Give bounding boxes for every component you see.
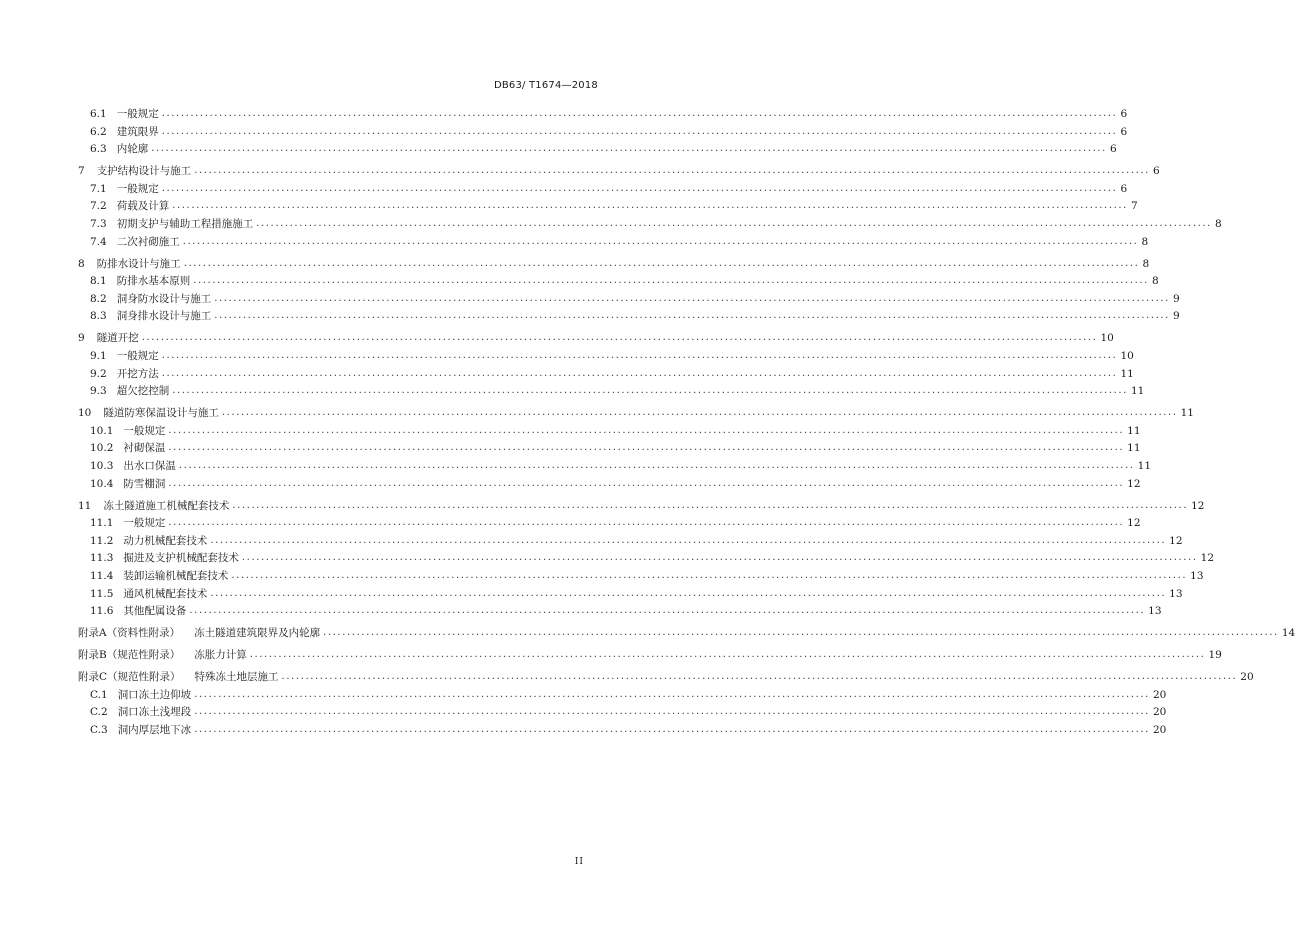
dot-leader: ........................................................................................................................................................................................................ (323, 627, 1279, 639)
toc-title: 洞身排水设计与施工 (116, 310, 212, 323)
toc-number: 11.5 (90, 587, 114, 600)
toc-title: 初期支护与辅助工程措施施工 (116, 218, 254, 230)
dot-leader: ........................................................................................................................................................................................................ (194, 706, 1150, 718)
toc-title: 冻胀力计算 (194, 649, 247, 662)
toc-entry[interactable] (90, 348, 1134, 364)
dot-leader: ........................................................................................................................................................................................................ (249, 649, 1206, 661)
toc-title: 超欠挖控制 (116, 385, 170, 398)
dot-leader: ........................................................................................................................................................................................................ (214, 292, 1170, 304)
dot-leader: ........................................................................................................................................................................................................ (183, 257, 1140, 269)
toc-title: 二次衬砌施工 (116, 235, 180, 248)
toc-entry[interactable] (90, 181, 1128, 197)
toc-number: 8.2 (90, 292, 107, 305)
toc-title: 冻土隧道建筑限界及内轮廓 (194, 627, 321, 640)
toc-page-number: 20 (1240, 671, 1254, 684)
dot-leader: ........................................................................................................................................................................................................ (231, 570, 1188, 581)
dot-leader: ........................................................................................................................................................................................................ (161, 108, 1118, 119)
toc-title: 衬砌保温 (123, 442, 166, 455)
toc-title: 一般规定 (116, 108, 159, 120)
toc-page-number: 13 (1148, 605, 1162, 618)
page-number: II (574, 857, 584, 867)
toc-title: 荷载及计算 (116, 200, 170, 213)
toc-title: 其他配属设备 (123, 605, 187, 618)
toc-entry[interactable] (90, 273, 1159, 289)
toc-entry[interactable] (90, 291, 1180, 307)
toc-entry[interactable] (78, 647, 1222, 663)
toc-number: 10 (78, 407, 92, 420)
toc-number: 8.3 (90, 310, 107, 323)
toc-title: 防排水设计与施工 (96, 257, 181, 270)
toc-entry[interactable] (90, 308, 1180, 324)
toc-title: 隧道开挖 (96, 332, 139, 345)
toc-number: C.2 (90, 706, 108, 719)
toc-page-number: 11 (1137, 460, 1152, 472)
toc-number: 6.1 (90, 108, 107, 120)
toc-page-number: 11 (1127, 442, 1141, 455)
toc-number: 11.1 (90, 517, 114, 530)
toc-title: 洞身防水设计与施工 (116, 292, 212, 305)
toc-title: 开挖方法 (116, 367, 159, 380)
toc-page-number: 11 (1180, 407, 1194, 420)
toc-entry[interactable] (90, 568, 1204, 584)
toc-title: 特殊冻土地层施工 (194, 671, 279, 684)
dot-leader: ........................................................................................................................................................................................................ (161, 125, 1118, 137)
toc-title: 隧道防寒保温设计与施工 (103, 407, 219, 420)
toc-title: 掘进及支护机械配套技术 (123, 552, 239, 565)
toc-number: 11.2 (90, 534, 114, 547)
toc-title: 装卸运输机械配套技术 (123, 570, 229, 582)
dot-leader: ........................................................................................................................................................................................................ (141, 332, 1098, 344)
toc-number: 附录A（资料性附录） (78, 627, 181, 640)
dot-leader: ........................................................................................................................................................................................................ (241, 552, 1198, 564)
toc-page-number: 20 (1152, 724, 1167, 736)
toc-title: 洞口冻土边仰坡 (117, 688, 192, 701)
dot-leader: ........................................................................................................................................................................................................ (161, 367, 1118, 379)
dot-leader: ........................................................................................................................................................................................................ (182, 235, 1139, 247)
dot-leader: ........................................................................................................................................................................................................ (194, 724, 1150, 735)
toc-title: 内轮廓 (116, 143, 149, 156)
toc-page-number: 6 (1120, 108, 1128, 120)
toc-title: 洞内厚层地下冰 (117, 724, 192, 736)
toc-entry[interactable] (90, 383, 1145, 399)
dot-leader: ........................................................................................................................................................................................................ (172, 385, 1128, 397)
toc-number: 8 (78, 257, 85, 270)
dot-leader: ........................................................................................................................................................................................................ (168, 477, 1125, 489)
dot-leader: ........................................................................................................................................................................................................ (168, 442, 1125, 454)
toc-title: 一般规定 (116, 182, 159, 195)
toc-title: 洞口冻土浅埋段 (117, 706, 192, 719)
toc-entry[interactable] (78, 405, 1194, 421)
toc-number: 附录B（规范性附录） (78, 649, 181, 662)
toc-entry[interactable] (90, 234, 1149, 250)
toc-number: 9 (78, 332, 85, 345)
toc-title: 防排水基本原则 (116, 275, 191, 288)
toc-title: 动力机械配套技术 (123, 534, 208, 547)
toc-entry[interactable] (90, 586, 1183, 602)
toc-number: 附录C（规范性附录） (78, 671, 181, 684)
dot-leader: ........................................................................................................................................................................................................ (193, 275, 1149, 287)
toc-number: 7.1 (90, 182, 107, 195)
toc-page-number: 12 (1127, 517, 1141, 530)
toc-number: 8.1 (90, 275, 107, 288)
toc-number: 11.4 (90, 570, 114, 582)
toc-title: 一般规定 (123, 517, 166, 530)
toc-entry[interactable] (90, 533, 1183, 549)
toc-entry[interactable] (90, 458, 1152, 474)
toc-title: 通风机械配套技术 (123, 587, 208, 600)
toc-entry[interactable] (90, 423, 1141, 439)
toc-title: 一般规定 (123, 424, 166, 437)
toc-page-number: 11 (1120, 367, 1134, 380)
toc-page-number: 6 (1152, 165, 1160, 178)
dot-leader: ........................................................................................................................................................................................................ (161, 350, 1118, 361)
toc-page-number: 19 (1208, 649, 1222, 662)
toc-page-number: 8 (1214, 218, 1222, 230)
toc-entry[interactable] (78, 330, 1114, 346)
toc-entry[interactable] (90, 603, 1162, 619)
toc-entry[interactable] (90, 722, 1167, 738)
dot-leader: ........................................................................................................................................................................................................ (161, 182, 1118, 194)
toc-page-number: 8 (1142, 257, 1150, 270)
toc-number: 10.4 (90, 477, 114, 490)
toc-number: 9.2 (90, 367, 107, 380)
dot-leader: ........................................................................................................................................................................................................ (151, 143, 1107, 155)
toc-entry[interactable] (90, 440, 1141, 456)
toc-entry[interactable] (90, 476, 1141, 492)
dot-leader: ........................................................................................................................................................................................................ (189, 605, 1146, 617)
toc-number: 7.2 (90, 200, 107, 213)
toc-entry[interactable] (90, 106, 1128, 122)
toc-page-number: 6 (1120, 182, 1128, 195)
dot-leader: ........................................................................................................................................................................................................ (178, 460, 1135, 471)
toc-number: 6.3 (90, 143, 107, 156)
toc-page-number: 6 (1109, 143, 1117, 156)
toc-title: 冻土隧道施工机械配套技术 (103, 499, 230, 512)
dot-leader: ........................................................................................................................................................................................................ (210, 587, 1167, 599)
dot-leader: ........................................................................................................................................................................................................ (168, 424, 1125, 436)
dot-leader: ........................................................................................................................................................................................................ (168, 517, 1125, 529)
toc-entry[interactable] (90, 550, 1215, 566)
toc-page-number: 8 (1151, 275, 1159, 288)
toc-title: 出水口保温 (123, 460, 176, 472)
dot-leader: ........................................................................................................................................................................................................ (281, 671, 1238, 683)
toc-page-number: 11 (1127, 424, 1141, 437)
toc-page-number: 9 (1172, 310, 1180, 323)
toc-number: 11 (78, 499, 92, 512)
toc-entry[interactable] (78, 256, 1150, 272)
dot-leader: ........................................................................................................................................................................................................ (256, 218, 1212, 229)
toc-title: 建筑限界 (116, 125, 159, 138)
toc-entry[interactable] (90, 124, 1128, 140)
toc-page-number: 9 (1172, 292, 1180, 305)
toc-number: 10.3 (90, 460, 114, 472)
toc-title: 支护结构设计与施工 (96, 165, 192, 178)
toc-entry[interactable] (90, 198, 1138, 214)
toc-number: 7.4 (90, 235, 107, 248)
toc-number: 6.2 (90, 125, 107, 138)
toc-entry[interactable] (90, 515, 1141, 531)
toc-page-number: 12 (1200, 552, 1215, 565)
toc-page-number: 12 (1169, 534, 1183, 547)
toc-page-number: 6 (1120, 125, 1128, 138)
toc-number: 9.3 (90, 385, 107, 398)
toc-page-number: 8 (1141, 235, 1149, 248)
toc-page-number: 13 (1169, 587, 1183, 600)
dot-leader: ........................................................................................................................................................................................................ (214, 310, 1170, 322)
toc-entry[interactable] (90, 687, 1167, 703)
dot-leader: ........................................................................................................................................................................................................ (210, 534, 1167, 546)
dot-leader: ........................................................................................................................................................................................................ (221, 407, 1178, 419)
dot-leader: ........................................................................................................................................................................................................ (194, 688, 1150, 700)
toc-page-number: 10 (1100, 332, 1114, 345)
toc-number: 10.2 (90, 442, 114, 455)
toc-page-number: 10 (1120, 350, 1134, 362)
toc-number: 11.3 (90, 552, 114, 565)
toc-page-number: 12 (1127, 477, 1141, 490)
toc-page-number: 7 (1130, 200, 1138, 213)
toc-page-number: 20 (1152, 706, 1167, 719)
toc-title: 防雪棚洞 (123, 477, 166, 490)
toc-entry[interactable] (78, 498, 1205, 514)
toc-number: 11.6 (90, 605, 114, 618)
toc-number: 7.3 (90, 218, 107, 230)
toc-page-number: 13 (1190, 570, 1204, 582)
toc-page-number: 11 (1130, 385, 1145, 398)
toc-number: 7 (78, 165, 85, 178)
toc-number: 10.1 (90, 424, 114, 437)
document-id: DB63/ T1674—2018 (493, 80, 598, 91)
dot-leader: ........................................................................................................................................................................................................ (232, 499, 1189, 511)
dot-leader: ........................................................................................................................................................................................................ (194, 165, 1150, 177)
toc-page-number: 14 (1281, 627, 1295, 640)
toc-number: C.1 (90, 688, 108, 701)
toc-title: 一般规定 (116, 350, 159, 362)
dot-leader: ........................................................................................................................................................................................................ (172, 200, 1128, 212)
toc-entry[interactable] (78, 625, 1295, 641)
toc-entry[interactable] (90, 366, 1134, 382)
toc-entry[interactable] (78, 669, 1254, 685)
toc-entry[interactable] (90, 704, 1167, 720)
toc-page-number: 12 (1191, 499, 1205, 512)
toc-number: C.3 (90, 724, 108, 736)
toc-page-number: 20 (1152, 688, 1167, 701)
toc-entry[interactable] (90, 216, 1222, 232)
toc-entry[interactable] (90, 141, 1117, 157)
toc-number: 9.1 (90, 350, 107, 362)
toc-entry[interactable] (78, 163, 1160, 179)
